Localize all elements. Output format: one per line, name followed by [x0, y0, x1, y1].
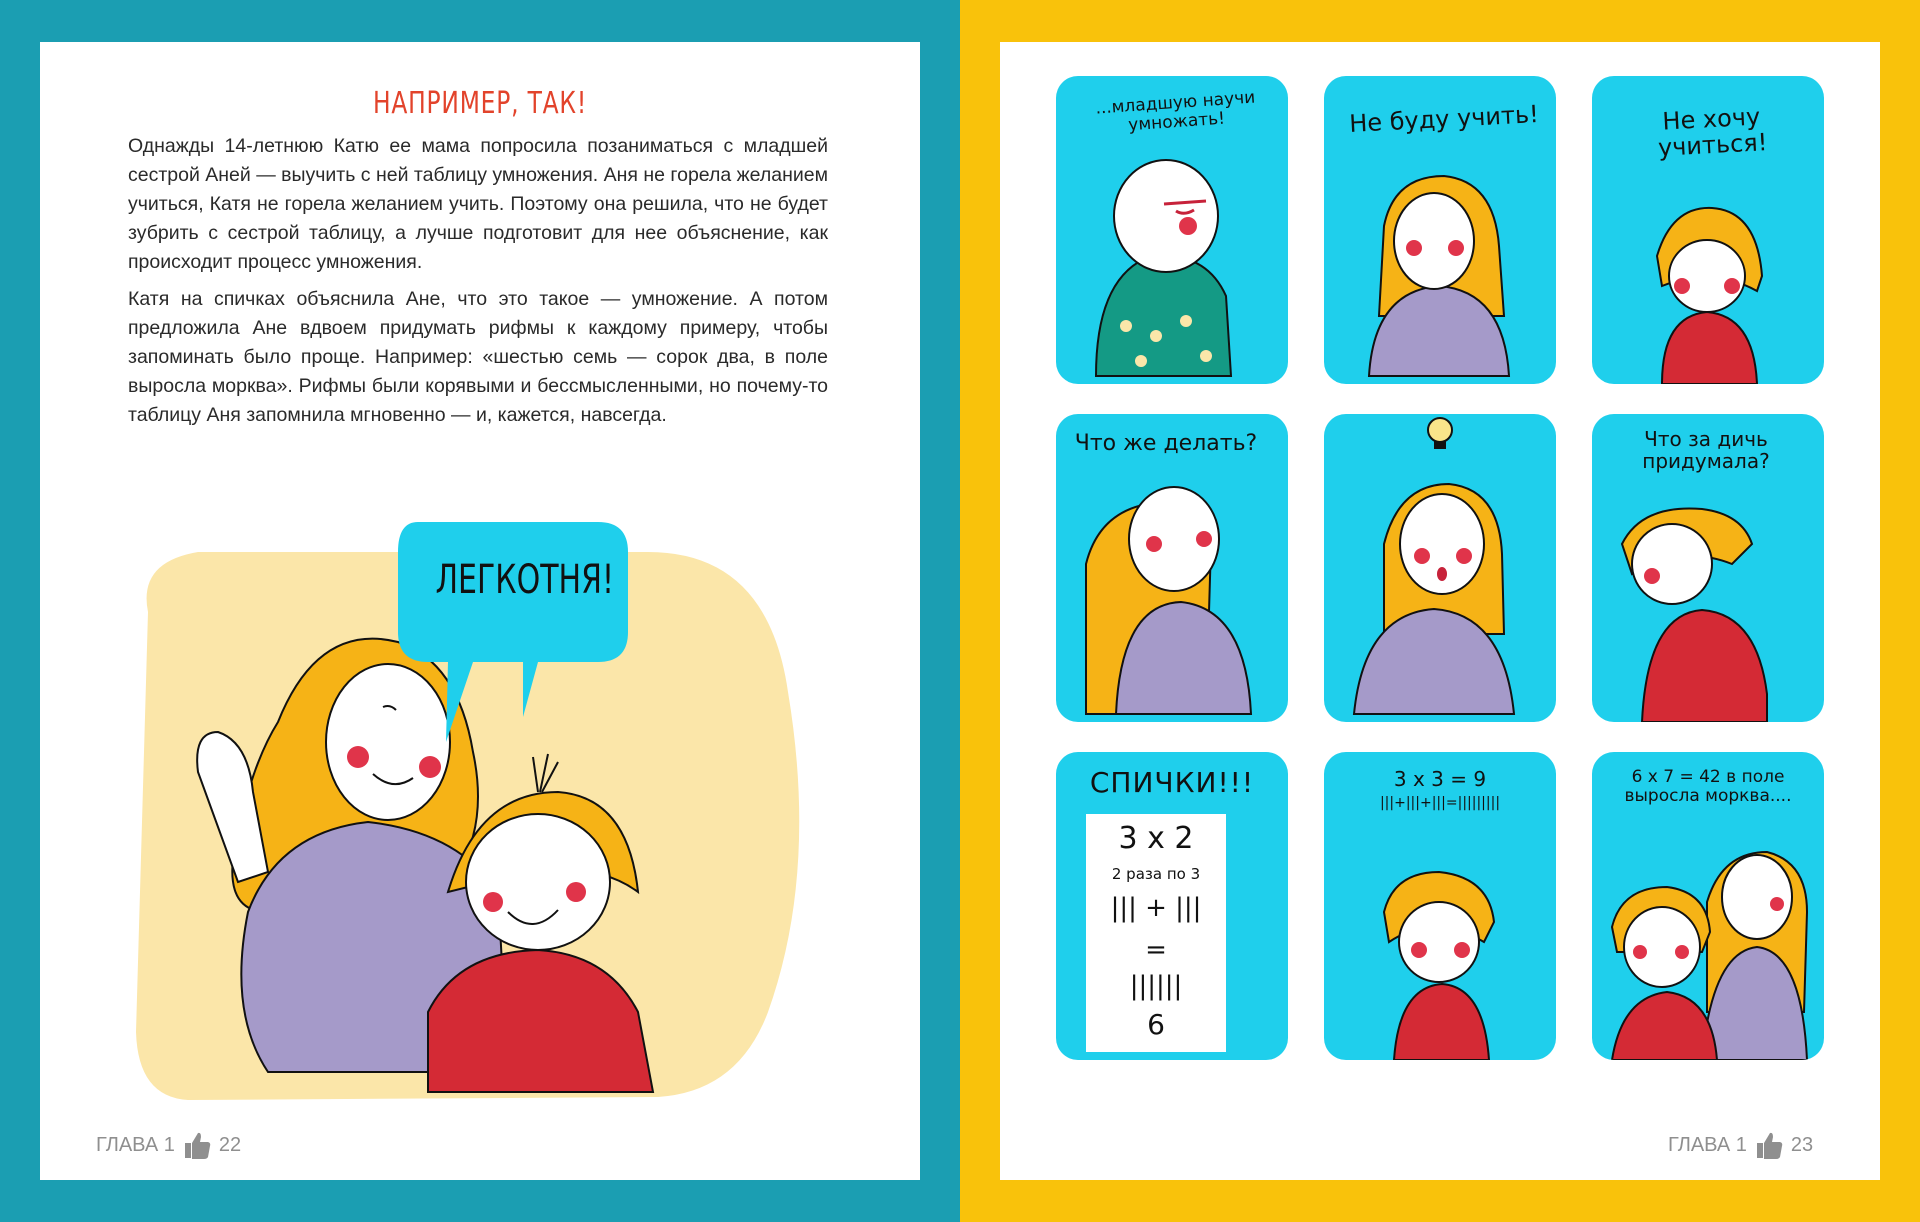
board-line-6: 6 — [1147, 1008, 1165, 1041]
board-line-4: = — [1145, 935, 1167, 965]
panel-9-caption: 6 х 7 = 42 в поле выросла морква.... — [1624, 767, 1792, 806]
body-text — [128, 132, 828, 438]
comic-panel-6 — [1592, 414, 1824, 722]
left-page — [40, 42, 920, 1180]
paragraph-2: Катя на спичках объяснила Ане, что это такое — умножение. А потом предложила Ане вдвоем придумать рифмы к каждому примеру, чтобы запоминать было проще. Например: «шестью семь — сорок два, в поле выросла морква». Рифмы были корявыми и бессмысленными, но почему-то таблицу Аня запомнила мгновенно — и, кажется, навсегда. — [128, 288, 828, 426]
board-line-2: 2 раза по 3 — [1111, 865, 1201, 883]
page-number: 23 — [1790, 1133, 1814, 1156]
comic-panel-5 — [1324, 414, 1556, 722]
comic-panel-8 — [1324, 752, 1556, 1060]
page-number: 22 — [218, 1133, 242, 1156]
thumbs-up-icon — [183, 1130, 211, 1160]
panel-2-caption: Не буду учить! — [1348, 100, 1540, 138]
panel-3-caption: Не хочу учиться! — [1657, 102, 1769, 163]
comic-panel-7 — [1056, 752, 1288, 1060]
comic-panel-4 — [1056, 414, 1288, 722]
chapter-label: ГЛАВА 1 — [96, 1133, 175, 1156]
right-footer — [1668, 1130, 1813, 1160]
panel-4-caption: Что же делать? — [1074, 431, 1258, 456]
page-heading: НАПРИМЕР, ТАК! — [372, 86, 587, 121]
right-page — [1000, 42, 1880, 1180]
board-line-1: 3 х 2 — [1118, 821, 1194, 856]
comic-panel-9 — [1592, 752, 1824, 1060]
left-footer — [96, 1130, 241, 1160]
panel-6-caption: Что за дичь придумала? — [1642, 427, 1770, 473]
lightbulb-icon — [1418, 414, 1462, 460]
board-line-5: |||||| — [1129, 971, 1183, 1001]
panel-8-caption: 3 х 3 = 9 — [1393, 767, 1487, 791]
chapter-label: ГЛАВА 1 — [1668, 1133, 1747, 1156]
comic-panel-2 — [1324, 76, 1556, 384]
sisters-illustration — [128, 492, 828, 1132]
matches-board — [1086, 814, 1226, 1052]
panel-1-caption: ...младшую научи умножать! — [1094, 87, 1256, 136]
paragraph-1: Однажды 14-летнюю Катю ее мама попросила позаниматься с младшей сестрой Аней — выучить с ней таблицу умножения. Аня не горела желанием учиться, Катя не горела желанием учить. Поэтому она решила, что не будет зубрить с сестрой таблицу, а лучше подготовит для нее объяснение, как происходит процесс умножения. — [128, 135, 829, 273]
panel-7-caption: СПИЧКИ!!! — [1089, 766, 1255, 799]
thumbs-up-icon — [1755, 1130, 1783, 1160]
panel-8-caption-2: |||+|||+|||=||||||||| — [1379, 795, 1501, 811]
comic-panel-1 — [1056, 76, 1288, 384]
speech-bubble-text: ЛЕГКОТНЯ! — [435, 557, 614, 603]
board-line-3: ||| + ||| — [1110, 893, 1202, 923]
comic-panel-3 — [1592, 76, 1824, 384]
